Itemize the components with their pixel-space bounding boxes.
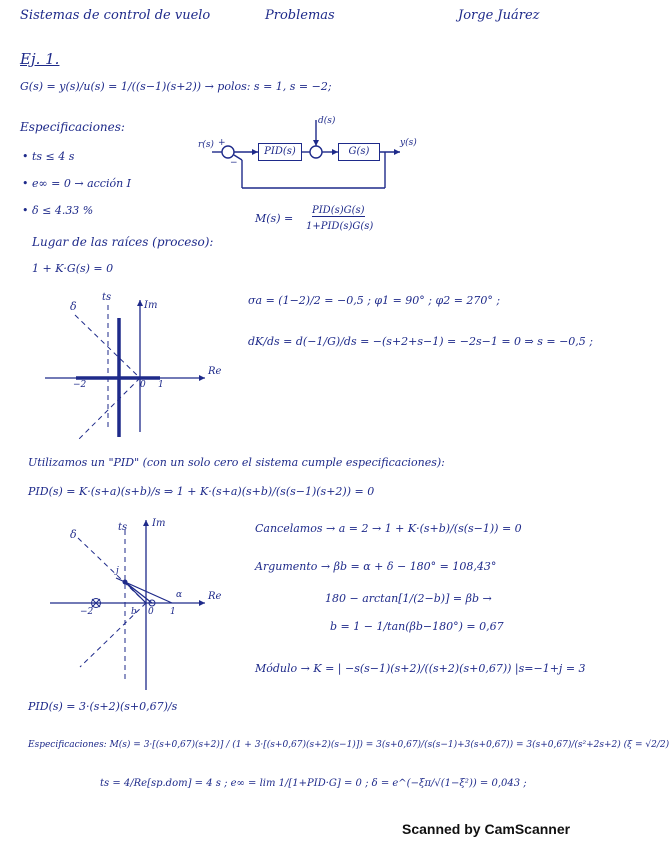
- plot2-angle-line-origin: [125, 582, 146, 603]
- spec-item-overshoot: • δ ≤ 4.33 %: [22, 204, 94, 217]
- block-input-label: r(s): [198, 140, 214, 150]
- plot2-alpha-label: α: [176, 590, 183, 600]
- plot1-delta-label: δ: [70, 300, 77, 313]
- breakaway-formula: dK/ds = d(−1/G)/ds = −(s+2+s−1) = −2s−1 = 0 ⇒ s = −0,5 ;: [248, 335, 594, 348]
- angle-relation: 180 − arctan[1/(2−b)] = βb →: [325, 592, 492, 605]
- plot1-ts-label: ts: [102, 292, 112, 303]
- argument-step: Argumento → βb = α + δ − 180° = 108,43°: [255, 560, 497, 573]
- closed-loop-denominator: 1+PID(s)G(s): [306, 221, 374, 232]
- page-title: Problemas: [265, 8, 335, 23]
- root-locus-title: Lugar de las raíces (proceso):: [32, 235, 214, 249]
- plot2-tick-b: b: [131, 607, 137, 617]
- block-plus-sign: +: [218, 138, 226, 148]
- block-minus-sign: −: [230, 158, 238, 168]
- spec-check: Especificaciones: M(s) = 3·[(s+0,67)(s+2)] / (1 + 3·[(s+0,67)(s+2)(s−1)]) = 3(s+0,67)/(s(s−1)+3(s+0,67)) = 3(s+0,67)/(s²+2s+2) (ξ = √2/2): [28, 740, 669, 750]
- plot2-tick-neg2: −2: [80, 607, 94, 617]
- plot1-tick-neg2: −2: [73, 380, 87, 390]
- controller-block: PID(s): [258, 143, 302, 161]
- plot2-ts-label: ts: [118, 522, 128, 533]
- final-results: ts = 4/Re[sp.dom] = 4 s ; e∞ = lim 1/[1+PID·G] = 0 ; δ = e^(−ξπ/√(1−ξ²)) = 0,043 ;: [100, 778, 527, 789]
- plot2-desired-pole: [123, 580, 128, 585]
- plot1-re-label: Re: [208, 366, 222, 377]
- plot2-tick-0: 0: [148, 607, 154, 617]
- plot2-im-label: Im: [152, 518, 166, 529]
- plot2-delta-label: δ: [70, 528, 77, 541]
- course-title: Sistemas de control de vuelo: [20, 8, 211, 23]
- modulus-step: Módulo → K = | −s(s−1)(s+2)/((s+2)(s+0,67)) |s=−1+j = 3: [255, 662, 586, 675]
- disturbance-label: d(s): [318, 116, 336, 126]
- closed-loop-lhs: M(s) =: [255, 212, 294, 225]
- spec-item-error: • e∞ = 0 → acción I: [22, 177, 132, 190]
- cancellation-step: Cancelamos → a = 2 → 1 + K·(s+b)/(s(s−1)) = 0: [255, 522, 522, 535]
- plot1-tick-0: 0: [140, 380, 146, 390]
- plot2-j-label: j: [116, 566, 119, 576]
- pid-sentence: Utilizamos un "PID" (con un solo cero el sistema cumple especificaciones):: [28, 456, 445, 469]
- plant-block: G(s): [338, 143, 380, 161]
- spec-item-ts: • ts ≤ 4 s: [22, 150, 75, 163]
- exercise-label: Ej. 1.: [20, 50, 60, 68]
- pid-form: PID(s) = K·(s+a)(s+b)/s ⇒ 1 + K·(s+a)(s+b)/(s(s−1)(s+2)) = 0: [28, 485, 375, 498]
- b-value: b = 1 − 1/tan(βb−180°) = 0,67: [330, 620, 504, 633]
- spec-title: Especificaciones:: [20, 120, 125, 134]
- transfer-function: G(s) = y(s)/u(s) = 1/((s−1)(s+2)) → polos: s = 1, s = −2;: [20, 80, 332, 93]
- pid-final: PID(s) = 3·(s+2)(s+0,67)/s: [28, 700, 178, 713]
- plot2-re-label: Re: [208, 591, 222, 602]
- block-output-label: y(s): [400, 138, 417, 148]
- plot1-tick-1: 1: [158, 380, 164, 390]
- plot1-im-label: Im: [144, 300, 158, 311]
- centroid-formula: σa = (1−2)/2 = −0,5 ; φ1 = 90° ; φ2 = 270° ;: [248, 294, 501, 307]
- scanner-watermark: Scanned by CamScanner: [402, 821, 571, 837]
- characteristic-equation: 1 + K·G(s) = 0: [32, 262, 114, 275]
- author-name: Jorge Juárez: [458, 8, 540, 23]
- plot2-tick-1: 1: [170, 607, 176, 617]
- closed-loop-numerator: PID(s)G(s): [312, 205, 365, 216]
